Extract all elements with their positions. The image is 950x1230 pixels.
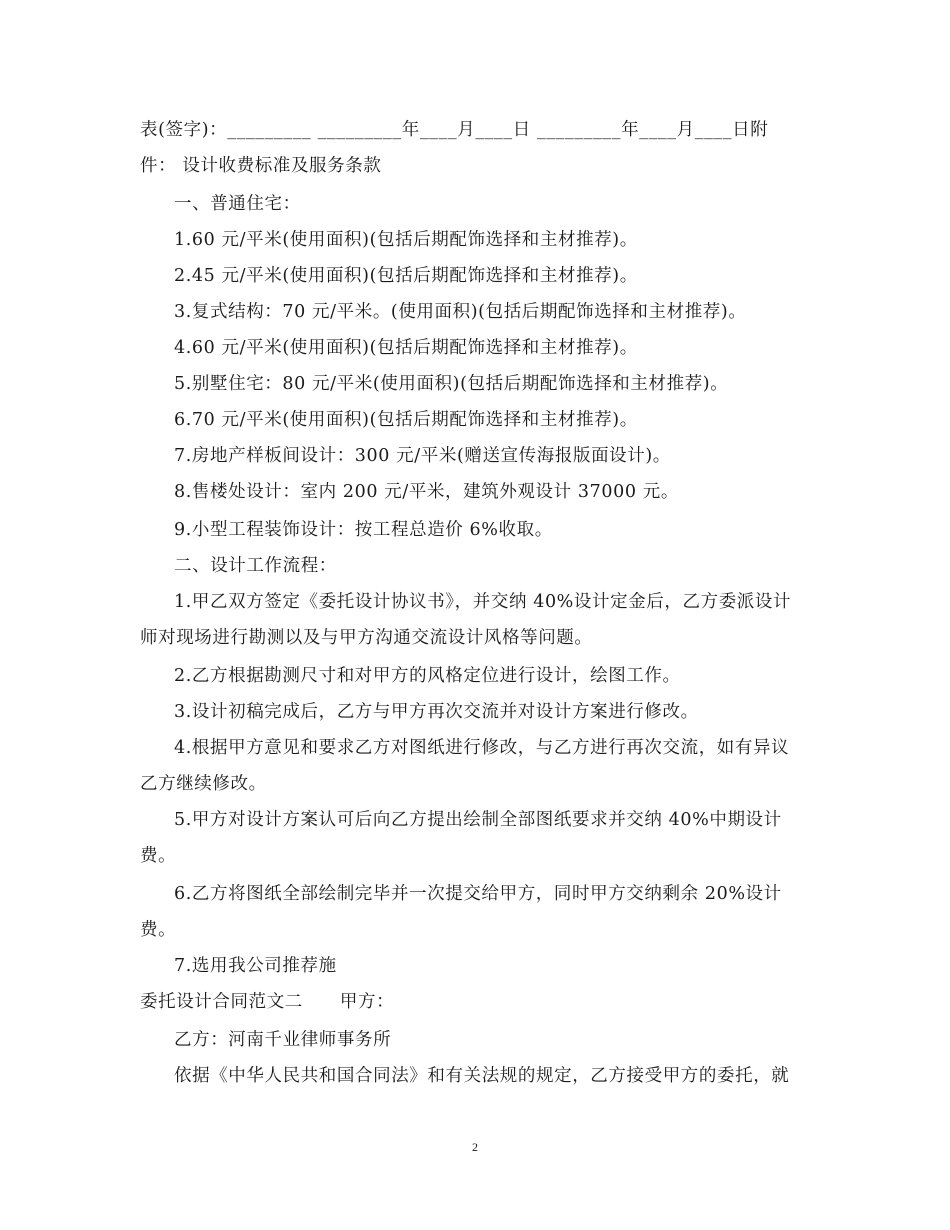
text-line: 依据《中华人民共和国合同法》和有关法规的规定，乙方接受甲方的委托，就 (174, 1066, 790, 1086)
text-line: 5.别墅住宅：80 元/平米(使用面积)(包括后期配饰选择和主材推荐)。 (174, 374, 729, 394)
text-line: 1.甲乙双方签定《委托设计协议书》，并交纳 40%设计定金后，乙方委派设计 (174, 592, 792, 612)
text-line: 师对现场进行勘测以及与甲方沟通交流设计风格等问题。 (140, 628, 593, 648)
text-line: 5.甲方对设计方案认可后向乙方提出绘制全部图纸要求并交纳 40%中期设计 (174, 810, 782, 830)
text-line: 表(签字)：_________ _________年____月____日 _________年____月____日附 (140, 120, 769, 140)
text-line: 费。 (140, 846, 177, 866)
text-line: 7.房地产样板间设计：300 元/平米(赠送宣传海报版面设计)。 (174, 446, 671, 466)
text-line: 9.小型工程装饰设计：按工程总造价 6%收取。 (174, 520, 553, 540)
text-line: 3.设计初稿完成后，乙方与甲方再次交流并对设计方案进行修改。 (174, 702, 699, 722)
text-line: 费。 (140, 920, 177, 940)
text-line: 委托设计合同范文二 甲方： (140, 992, 395, 1012)
text-line: 7.选用我公司推荐施 (174, 956, 337, 976)
text-line: 6.乙方将图纸全部绘制完毕并一次提交给甲方，同时甲方交纳剩余 20%设计 (174, 884, 782, 904)
text-line: 二、设计工作流程： (174, 556, 337, 576)
text-line: 2.45 元/平米(使用面积)(包括后期配饰选择和主材推荐)。 (174, 266, 638, 286)
text-line: 乙方：河南千业律师事务所 (174, 1030, 392, 1050)
text-line: 1.60 元/平米(使用面积)(包括后期配饰选择和主材推荐)。 (174, 230, 638, 250)
text-line: 2.乙方根据勘测尺寸和对甲方的风格定位进行设计，绘图工作。 (174, 666, 681, 686)
page-number: 2 (472, 1140, 478, 1154)
text-line: 6.70 元/平米(使用面积)(包括后期配饰选择和主材推荐)。 (174, 410, 638, 430)
text-line: 3.复式结构：70 元/平米。(使用面积)(包括后期配饰选择和主材推荐)。 (174, 302, 747, 322)
text-line: 一、普通住宅： (174, 194, 301, 214)
text-line: 乙方继续修改。 (140, 774, 267, 794)
text-line: 4.根据甲方意见和要求乙方对图纸进行修改，与乙方进行再次交流，如有异议 (174, 738, 790, 758)
text-line: 8.售楼处设计：室内 200 元/平米，建筑外观设计 37000 元。 (174, 482, 679, 502)
text-line: 4.60 元/平米(使用面积)(包括后期配饰选择和主材推荐)。 (174, 338, 638, 358)
text-line: 件： 设计收费标准及服务条款 (140, 156, 382, 176)
